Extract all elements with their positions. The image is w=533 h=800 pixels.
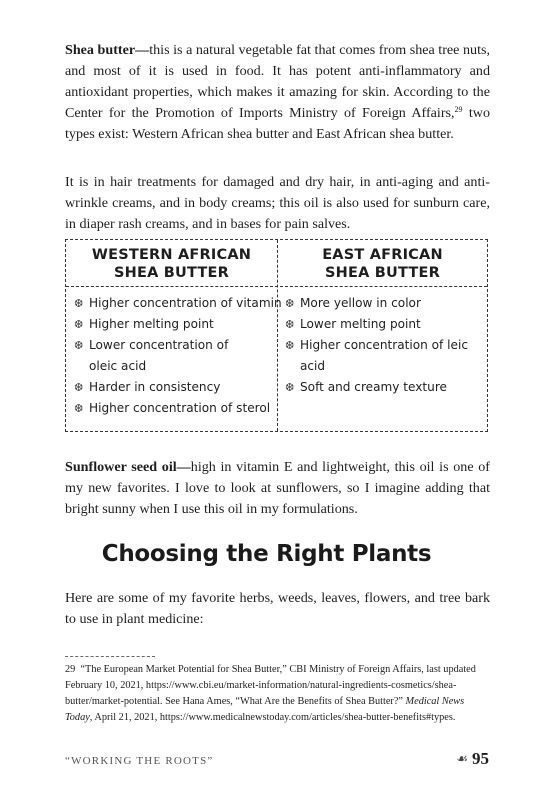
- list-item: ❆ Harder in consistency: [70, 377, 275, 398]
- snowflake-bullet-icon: ❆: [74, 297, 84, 310]
- western-heading-line2: SHEA BUTTER: [114, 265, 229, 281]
- section-heading: Choosing the Right Plants: [101, 541, 432, 567]
- list-item: ❆ Lower concentration of oleic acid: [70, 335, 259, 377]
- western-heading-line1: WESTERN AFRICAN: [91, 247, 252, 263]
- footnote-text-end: , April 21, 2021, https://www.medicalnewstoday.com/articles/shea-butter-benefits#types.: [89, 712, 456, 723]
- shea-butter-paragraph: [65, 40, 490, 145]
- running-head: “WORKING THE ROOTS”: [65, 755, 214, 767]
- snowflake-bullet-icon: ❆: [74, 402, 84, 415]
- table-header-divider: [66, 286, 487, 287]
- list-item: ❆ Higher concentration of sterol: [70, 398, 275, 419]
- footnote-29: [65, 662, 490, 726]
- page-number-block: [456, 749, 489, 769]
- shea-uses-paragraph: It is in hair treatments for damaged and dry hair, in anti-aging and anti-wrinkle creams, and in body creams; this oil is also used for sunburn care, in diaper rash creams, and in bases for pain salves.: [65, 174, 490, 232]
- snowflake-bullet-icon: ❆: [285, 318, 295, 331]
- list-item: ❆ Higher concentration of leic acid: [281, 335, 485, 377]
- western-african-list: [70, 293, 282, 419]
- snowflake-bullet-icon: ❆: [74, 381, 84, 394]
- footnote-publication: Medical News Today: [65, 696, 465, 723]
- footnote-text: “The European Market Potential for Shea Butter,” CBI Ministry of Foreign Affairs, last updated February 10, 2021, https://www.cbi.eu/market-information/natural-ingredients-cosmetics/shea-butter/market-potential. See Hana Ames, “What Are the Benefits of Shea Butter?”: [65, 664, 476, 707]
- east-heading-line1: EAST AFRICAN: [322, 247, 443, 263]
- list-item: ❆ More yellow in color: [281, 293, 481, 314]
- snowflake-bullet-icon: ❆: [74, 339, 84, 352]
- snowflake-bullet-icon: ❆: [285, 297, 295, 310]
- plants-intro-paragraph: Here are some of my favorite herbs, weeds, leaves, flowers, and tree bark to use in plant medicine:: [65, 590, 490, 627]
- western-african-heading: [66, 246, 277, 282]
- shea-butter-text-end: two types exist: Western African shea butter and East African shea butter.: [65, 105, 490, 142]
- footnote-separator: [65, 656, 155, 657]
- shea-comparison-table: [65, 239, 488, 432]
- leaf-ornament-icon: ☙: [456, 751, 468, 767]
- footnote-number: 29: [65, 664, 76, 675]
- shea-butter-term: Shea butter—: [65, 42, 150, 58]
- footnote-reference[interactable]: 29: [454, 105, 463, 114]
- snowflake-bullet-icon: ❆: [74, 318, 84, 331]
- list-item: ❆ Higher concentration of vitamin: [70, 293, 275, 314]
- list-item: ❆ Higher melting point: [70, 314, 275, 335]
- snowflake-bullet-icon: ❆: [285, 339, 295, 352]
- east-heading-line2: SHEA BUTTER: [325, 265, 440, 281]
- snowflake-bullet-icon: ❆: [285, 381, 295, 394]
- sunflower-oil-term: Sunflower seed oil—: [65, 459, 191, 475]
- list-item: ❆ Soft and creamy texture: [281, 377, 481, 398]
- east-african-list: [281, 293, 481, 398]
- sunflower-oil-text: high in vitamin E and lightweight, this oil is one of my new favorites. I love to look at sunflowers, so I imagine adding that bright sunny when I use this oil in my formulations.: [65, 459, 490, 517]
- page-number: 95: [472, 749, 489, 768]
- east-african-heading: [277, 246, 488, 282]
- shea-butter-text: this is a natural vegetable fat that comes from shea tree nuts, and most of it is used in food. It has potent anti-inflammatory and antioxidant properties, which makes it amazing for skin. According to the Center for the Promotion of Imports Ministry of Foreign Affairs,: [65, 42, 490, 121]
- sunflower-oil-paragraph: [65, 457, 490, 520]
- list-item: ❆ Lower melting point: [281, 314, 481, 335]
